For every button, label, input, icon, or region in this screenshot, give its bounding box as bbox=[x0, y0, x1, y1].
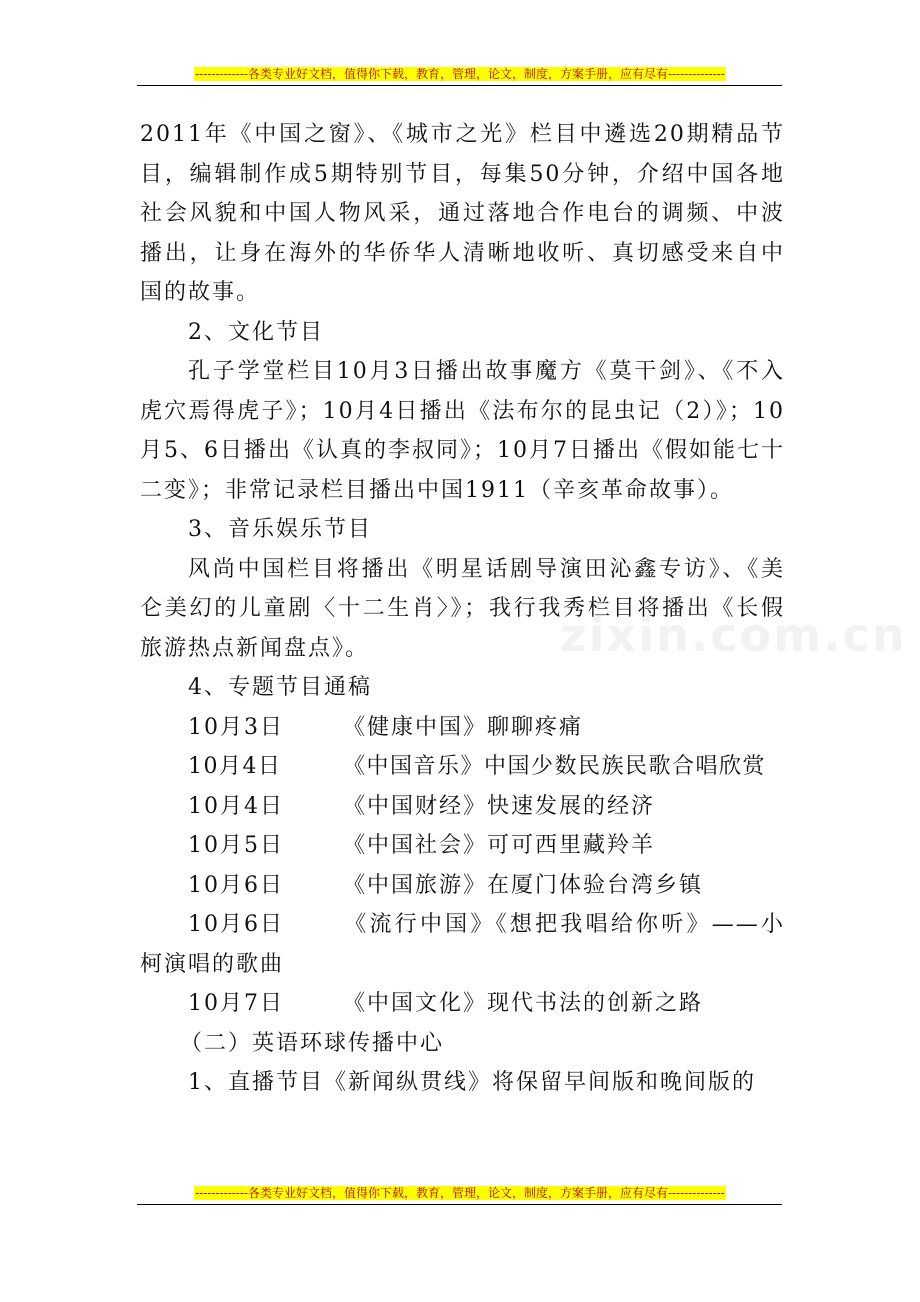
schedule-date: 10月6日 bbox=[188, 912, 284, 937]
schedule-title: 《中国旅游》在厦门体验台湾乡镇 bbox=[343, 872, 704, 898]
schedule-row bbox=[140, 866, 785, 906]
heading-english: （二）英语环球传播中心 bbox=[180, 1030, 445, 1056]
header-banner bbox=[0, 66, 920, 82]
paragraph-english: 1、直播节目《新闻纵贯线》将保留早间版和晚间版的 bbox=[188, 1070, 756, 1095]
schedule-title: 《中国社会》可可西里藏羚羊 bbox=[343, 833, 656, 858]
schedule-date: 10月4日 bbox=[188, 754, 282, 779]
schedule-title: 《健康中国》聊聊疼痛 bbox=[343, 714, 584, 740]
schedule-date: 10月3日 bbox=[188, 714, 284, 740]
footer-rule bbox=[137, 1204, 782, 1205]
heading-culture: 2、文化节目 bbox=[188, 319, 324, 345]
footer-banner bbox=[0, 1185, 920, 1201]
header-banner-text: -------------各类专业好文档，值得你下载，教育，管理，论文，制度，方案手册，应有尽有-------------- bbox=[195, 67, 725, 81]
schedule-row bbox=[140, 984, 785, 1024]
schedule-date: 10月7日 bbox=[188, 991, 284, 1016]
schedule-title: 《中国文化》现代书法的创新之路 bbox=[343, 991, 704, 1016]
schedule-row bbox=[140, 826, 785, 866]
document-body bbox=[140, 115, 785, 1103]
schedule-row bbox=[140, 708, 785, 748]
paragraph-music: 风尚中国栏目将播出《明星话剧导演田沁鑫专访》、《美仑美幻的儿童剧〈十二生肖〉》；我行我秀栏目将播出《长假旅游热点新闻盘点》。 bbox=[140, 556, 785, 661]
schedule-title: 《中国财经》快速发展的经济 bbox=[343, 793, 656, 819]
heading-music: 3、音乐娱乐节目 bbox=[188, 517, 372, 542]
schedule-title: 《流行中国》《想把我唱给你听》——小柯演唱的歌曲 bbox=[140, 912, 785, 977]
footer-banner-text: -------------各类专业好文档，值得你下载，教育，管理，论文，制度，方案手册，应有尽有-------------- bbox=[195, 1186, 725, 1200]
schedule-row bbox=[140, 747, 785, 787]
heading-special: 4、专题节目通稿 bbox=[188, 675, 372, 700]
schedule-row bbox=[140, 787, 785, 827]
schedule-row bbox=[140, 905, 785, 984]
header-rule bbox=[137, 85, 782, 86]
schedule-title: 《中国音乐》中国少数民族民歌合唱欣赏 bbox=[343, 754, 767, 779]
watermark: zixin.com.cn bbox=[560, 608, 907, 662]
schedule-date: 10月4日 bbox=[188, 793, 284, 819]
paragraph-culture: 孔子学堂栏目10月3日播出故事魔方《莫干剑》、《不入虎穴焉得虎子》；10月4日播出《法布尔的昆虫记（2）》；10月5、6日播出《认真的李叔同》；10月7日播出《假如能七十二变》；非常记录栏目播出中国1911（辛亥革命故事）。 bbox=[140, 359, 785, 503]
paragraph-intro: 2011年《中国之窗》、《城市之光》栏目中遴选20期精品节目，编辑制作成5期特别节目，每集50分钟，介绍中国各地社会风貌和中国人物风采，通过落地合作电台的调频、中波播出，让身在海外的华侨华人清晰地收听、真切感受来自中国的故事。 bbox=[140, 122, 785, 305]
schedule-date: 10月5日 bbox=[188, 833, 284, 858]
schedule-date: 10月6日 bbox=[188, 872, 284, 898]
